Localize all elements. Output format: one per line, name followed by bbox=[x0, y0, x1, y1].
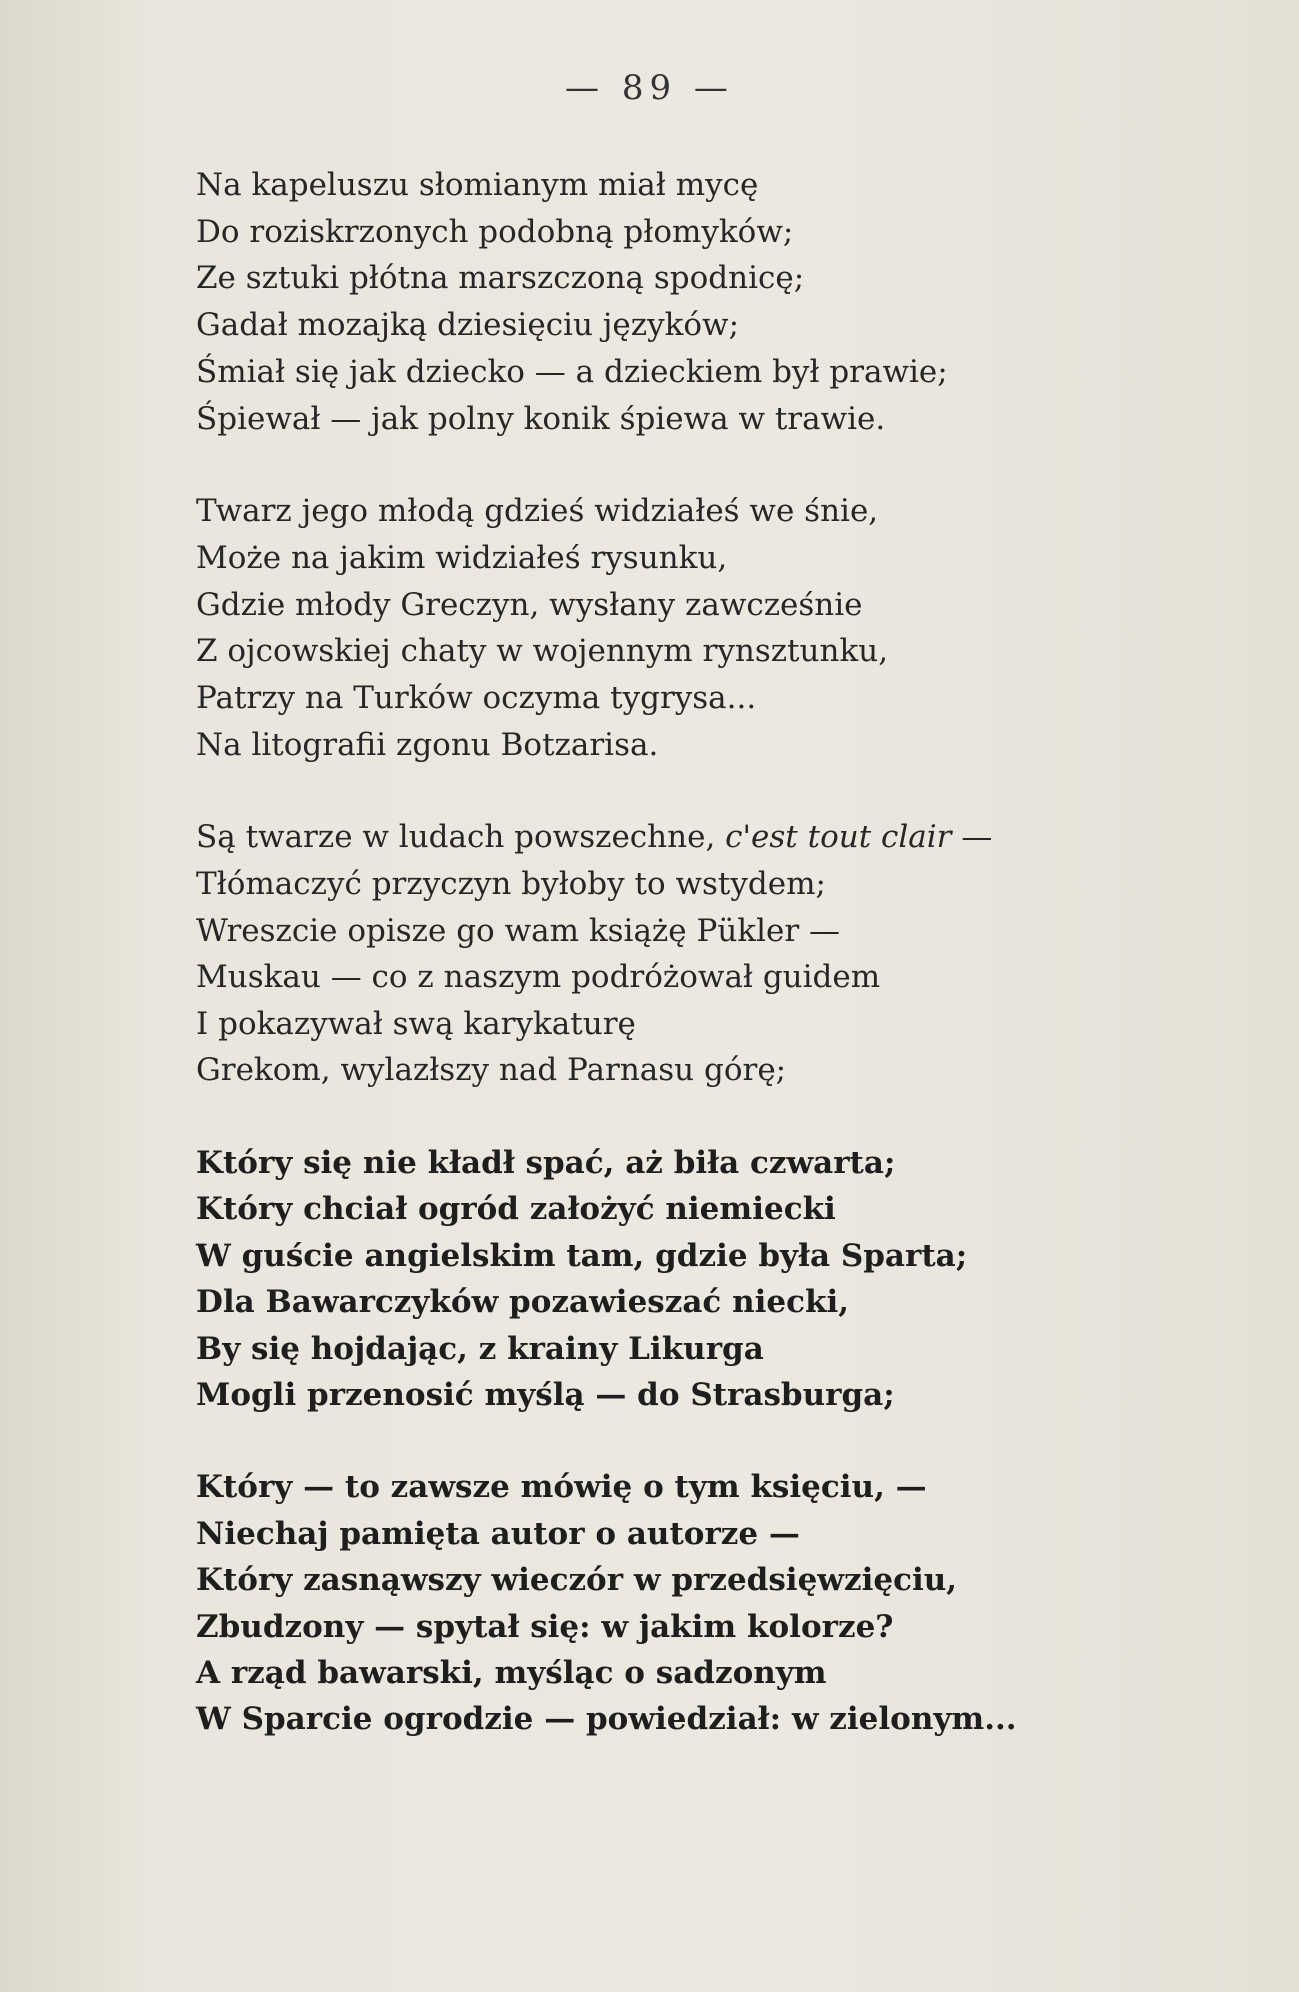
verse-line: I pokazywał swą karykaturę bbox=[196, 1005, 636, 1042]
verse-line: Na kapeluszu słomianym miał mycę bbox=[196, 167, 759, 203]
verse-line: Gdzie młody Greczyn, wysłany zawcześnie bbox=[196, 586, 863, 623]
stanza-1 bbox=[196, 162, 1216, 442]
verse-line: Na litografii zgonu Botzarisa. bbox=[196, 726, 659, 763]
verse-line: Który chciał ogród założyć niemiecki bbox=[196, 1191, 836, 1228]
verse-line: A rząd bawarski, myśląc o sadzonym bbox=[196, 1655, 827, 1692]
verse-line: Grekom, wylazłszy nad Parnasu górę; bbox=[196, 1052, 787, 1089]
verse-line: Do roziskrzonych podobną płomyków; bbox=[196, 213, 794, 250]
stanza-5 bbox=[196, 1464, 1216, 1742]
verse-line: W guście angielskim tam, gdzie była Sparta; bbox=[196, 1237, 968, 1274]
stanza-4 bbox=[196, 1140, 1216, 1418]
poem bbox=[196, 162, 1216, 1743]
verse-line: Wreszcie opisze go wam książę Pükler — bbox=[196, 912, 841, 949]
verse-line: Który zasnąwszy wieczór w przedsięwzięciu, bbox=[196, 1562, 958, 1599]
verse-line: Tłómaczyć przyczyn byłoby to wstydem; bbox=[196, 866, 826, 903]
verse-line: Patrzy na Turków oczyma tygrysa... bbox=[196, 680, 757, 717]
verse-line: Zbudzony — spytał się: w jakim kolorze? bbox=[196, 1608, 894, 1645]
verse-line: Śpiewał — jak polny konik śpiewa w trawie. bbox=[196, 400, 886, 437]
verse-line-with-french-phrase bbox=[196, 814, 1216, 861]
verse-line: Niechaj pamięta autor o autorze — bbox=[196, 1515, 800, 1552]
verse-line-start: Są twarze w ludach powszechne, bbox=[196, 819, 726, 856]
verse-line: Twarz jego młodą gdzieś widziałeś we śnie, bbox=[196, 493, 879, 530]
verse-line: Może na jakim widziałeś rysunku, bbox=[196, 539, 728, 576]
verse-line-end: — bbox=[951, 819, 993, 856]
stanza-3 bbox=[196, 814, 1216, 1094]
verse-line: Dla Bawarczyków pozawieszać niecki, bbox=[196, 1284, 850, 1321]
verse-line: Śmiał się jak dziecko — a dzieckiem był prawie; bbox=[196, 353, 948, 390]
verse-line: Który się nie kładł spać, aż biła czwarta; bbox=[196, 1145, 896, 1181]
verse-line: Z ojcowskiej chaty w wojennym rynsztunku, bbox=[196, 633, 889, 670]
verse-line: Mogli przenosić myślą — do Strasburga; bbox=[196, 1377, 895, 1414]
verse-line: Gadał mozajką dziesięciu języków; bbox=[196, 307, 740, 344]
verse-line: Który — to zawsze mówię o tym księciu, — bbox=[196, 1469, 927, 1506]
verse-line: Ze sztuki płótna marszczoną spodnicę; bbox=[196, 260, 805, 297]
page-number: — 89 — bbox=[565, 68, 734, 108]
verse-line: Muskau — co z naszym podróżował guidem bbox=[196, 959, 881, 996]
stanza-2 bbox=[196, 488, 1216, 768]
french-phrase: c'est tout clair bbox=[725, 819, 952, 856]
verse-line: W Sparcie ogrodzie — powiedział: w zielonym... bbox=[196, 1701, 1017, 1738]
verse-line: By się hojdając, z krainy Likurga bbox=[196, 1330, 764, 1367]
